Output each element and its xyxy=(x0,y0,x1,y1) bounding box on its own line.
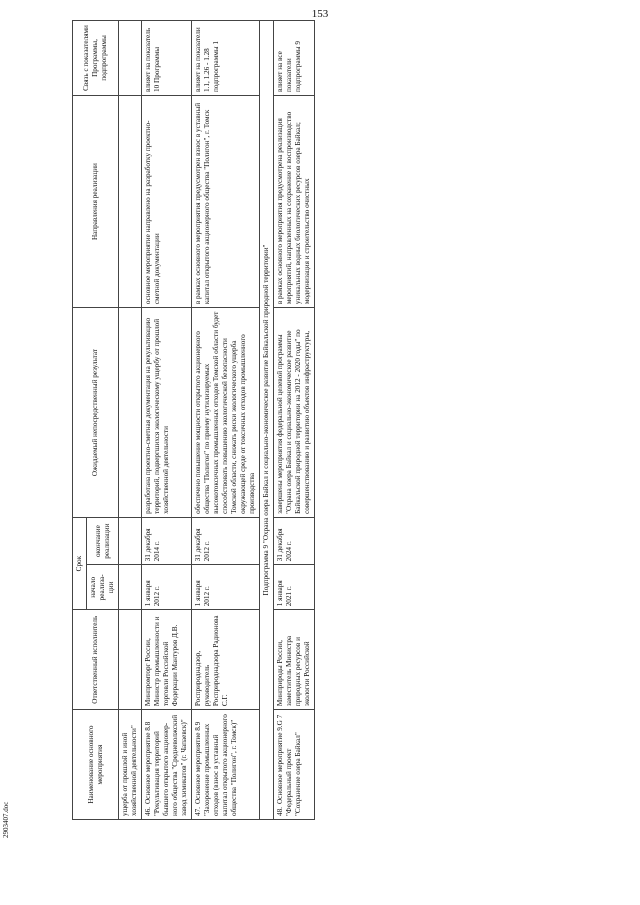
row-link: влияет на показатели 1.1, 1.26 - 1.28 подпрограммы 1 xyxy=(192,21,260,96)
header-result: Ожидаемый непосредственный результат xyxy=(73,308,119,518)
row-number: 48. xyxy=(276,807,284,816)
header-row xyxy=(73,21,87,820)
row-number: 47. xyxy=(194,807,202,816)
row-result: обеспечено повышение мощности открытого акционерного общества "Полигон" по приему нутилизируемых высокотоксичных промышленных отходов Томской области будет способствовать повышению экологической безопасности Томской области, снижать риски экологического ущерба окружающей среде от токсичных отходов промышленного производства xyxy=(192,308,260,518)
table-row xyxy=(119,21,142,820)
header-directions: Направления реализации xyxy=(73,95,119,307)
table-row xyxy=(274,21,315,820)
rotated-table-area xyxy=(72,0,632,860)
row-result: завершены мероприятия федеральной целевой программы "Охрана озера Байкал и социально-экономическое развитие Байкальской природной территории на 2012 - 2020 годы" по совершенствованию и развитию объектов инфраструктуры, xyxy=(274,308,315,518)
row-executor: Минприроды России, заместитель Министра природных ресурсов и экологии Российской xyxy=(274,610,315,710)
row-link: влияет на показатель 10 Программы xyxy=(142,21,192,96)
table-row xyxy=(142,21,192,820)
header-period: Срок xyxy=(73,517,87,609)
header-link: Связь с показателями Программы, подпрограммы xyxy=(73,21,119,96)
header-start: начало реализа- ции xyxy=(87,565,119,610)
row-end: 31 декабря 2024 г. xyxy=(274,517,315,564)
row-name: 48.Основное мероприятие 9.G 7 "Федеральный проект "Сохранение озера Байкал" xyxy=(274,710,315,820)
row-name: 47.Основное мероприятие 8.9 "Захоронение промышленных отходов (взнос в уставный капитал открытого акционерного общества "Полигон", г. Томск)" xyxy=(192,710,260,820)
row-executor: Минпромторг России, Министр промышленности и торговли Российской Федерации Мантуров Д.В. xyxy=(142,610,192,710)
row-link: влияет на все показатели подпрограммы 9 xyxy=(274,21,315,96)
row-end: 31 декабря 2014 г. xyxy=(142,517,192,564)
table-row xyxy=(192,21,260,820)
row-directions: основное мероприятие направлено на разработку проектно-сметной документации xyxy=(142,95,192,307)
row-result: разработана проектно-сметная документация на рекультивацию территорий, подвергшихся экологическому ущербу от прошлой хозяйственной деятельности xyxy=(142,308,192,518)
continuation-cell: ущерба от прошлой и иной хозяйственной деятельности" xyxy=(119,710,142,820)
subprogram-title: Подпрограмма 9 "Охрана озера Байкал и социально-экономическое развитие Байкальской природной территории" xyxy=(260,21,274,820)
events-table xyxy=(72,20,315,820)
header-executor: Ответственный исполнитель xyxy=(73,610,119,710)
header-end: окончание реализации xyxy=(87,517,119,564)
page-number: 153 xyxy=(311,8,329,20)
row-start: 1 января 2012 г. xyxy=(192,565,260,610)
row-directions: в рамках основного мероприятия предусмотрен взнос в уставный капитал открытого акционерного общества "Полигон", г. Томск xyxy=(192,95,260,307)
row-start: 1 января 2021 г. xyxy=(274,565,315,610)
row-executor: Росприроднадзор, руководитель Росприроднадзора Радионова С.Г. xyxy=(192,610,260,710)
header-name: Наименование основного мероприятия xyxy=(73,710,119,820)
row-number: 46. xyxy=(144,807,152,816)
footer-code: 2903407.doc xyxy=(2,801,10,838)
row-directions: в рамках основного мероприятия предусмотрена реализация мероприятий, направленных на сохранение и воспроизводство уникальных водных биологических ресурсов озера Байкал; модернизация и строительство очистных xyxy=(274,95,315,307)
subprogram-row xyxy=(260,21,274,820)
row-start: 1 января 2012 г. xyxy=(142,565,192,610)
row-end: 31 декабря 2012 г. xyxy=(192,517,260,564)
row-name: 46.Основное мероприятие 8.8 "Рекультивация территорий бывшего открытого акционер- ного общества "Средневолжский завод химикатов" (г. Чапаевск)" xyxy=(142,710,192,820)
